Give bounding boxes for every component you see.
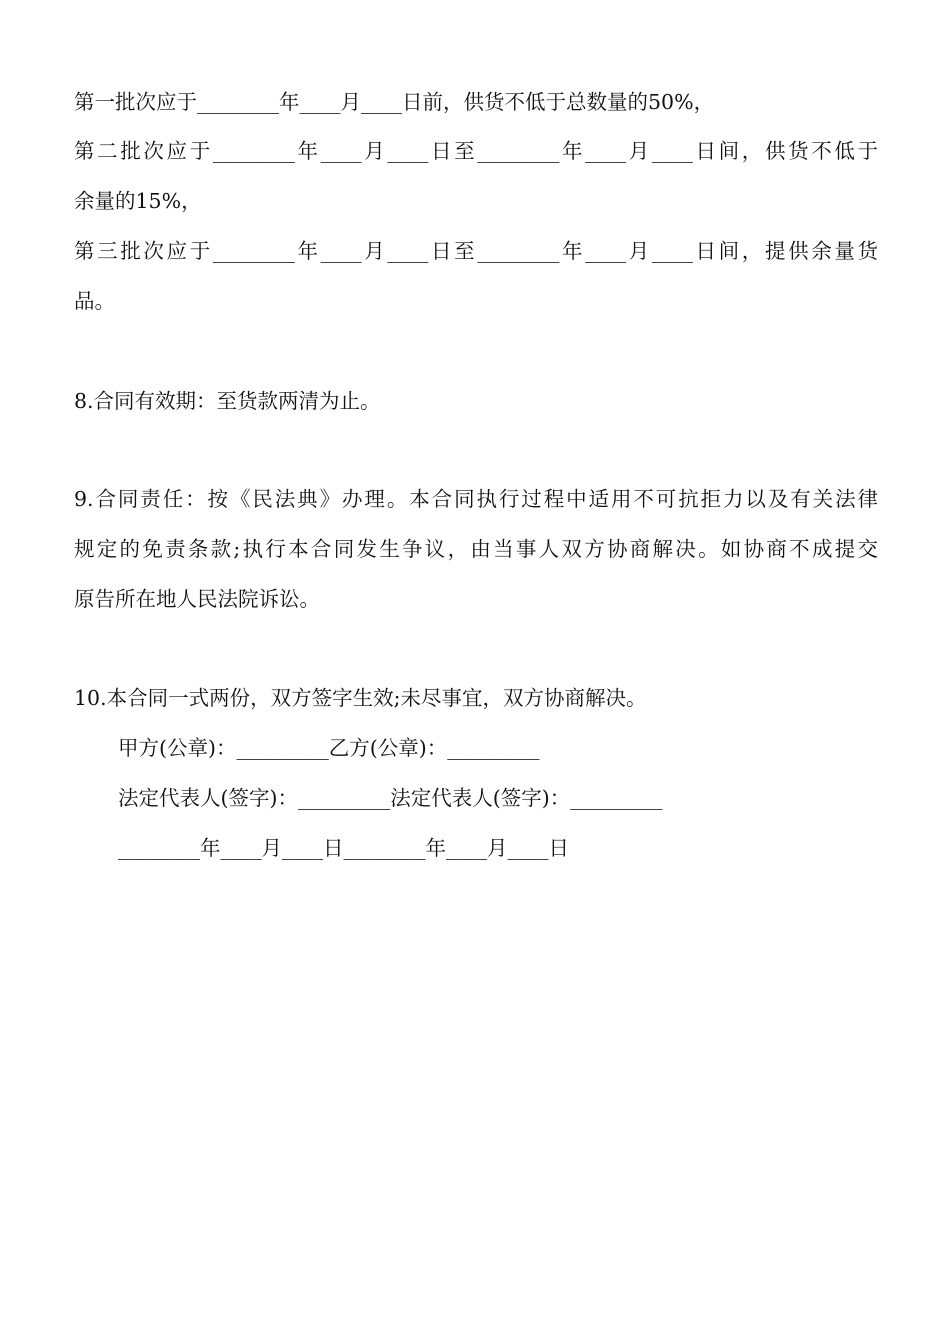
clause-10: 10.本合同一式两份，双方签字生效;未尽事宜，双方协商解决。 (74, 686, 647, 710)
clause-8: 8.合同有效期：至货款两清为止。 (74, 389, 381, 413)
batch2-text-line1: 第二批次应于________年____月____日至________年____月____日间，供货不低于 (74, 139, 878, 163)
batch3-text-line1: 第三批次应于________年____月____日至________年____月____日间，提供余量货 (74, 239, 878, 263)
batch1-text: 第一批次应于________年____月____日前，供货不低于总数量的50%， (74, 90, 715, 114)
signature-dates: ________年____月____日________年____月____日 (118, 836, 569, 860)
clause-9-line1: 9.合同责任：按《民法典》办理。本合同执行过程中适用不可抗拒力以及有关法律 (74, 487, 878, 511)
batch2-text-line2: 余量的15%， (74, 189, 202, 213)
signature-representatives: 法定代表人(签字)：_________法定代表人(签字)：_________ (118, 786, 663, 810)
clause-9-line2: 规定的免责条款;执行本合同发生争议，由当事人双方协商解决。如协商不成提交 (74, 537, 878, 561)
batch3-text-line2: 品。 (74, 289, 115, 313)
clause-9-line3: 原告所在地人民法院诉讼。 (74, 587, 320, 611)
signature-parties: 甲方(公章)：_________乙方(公章)：_________ (118, 736, 540, 760)
